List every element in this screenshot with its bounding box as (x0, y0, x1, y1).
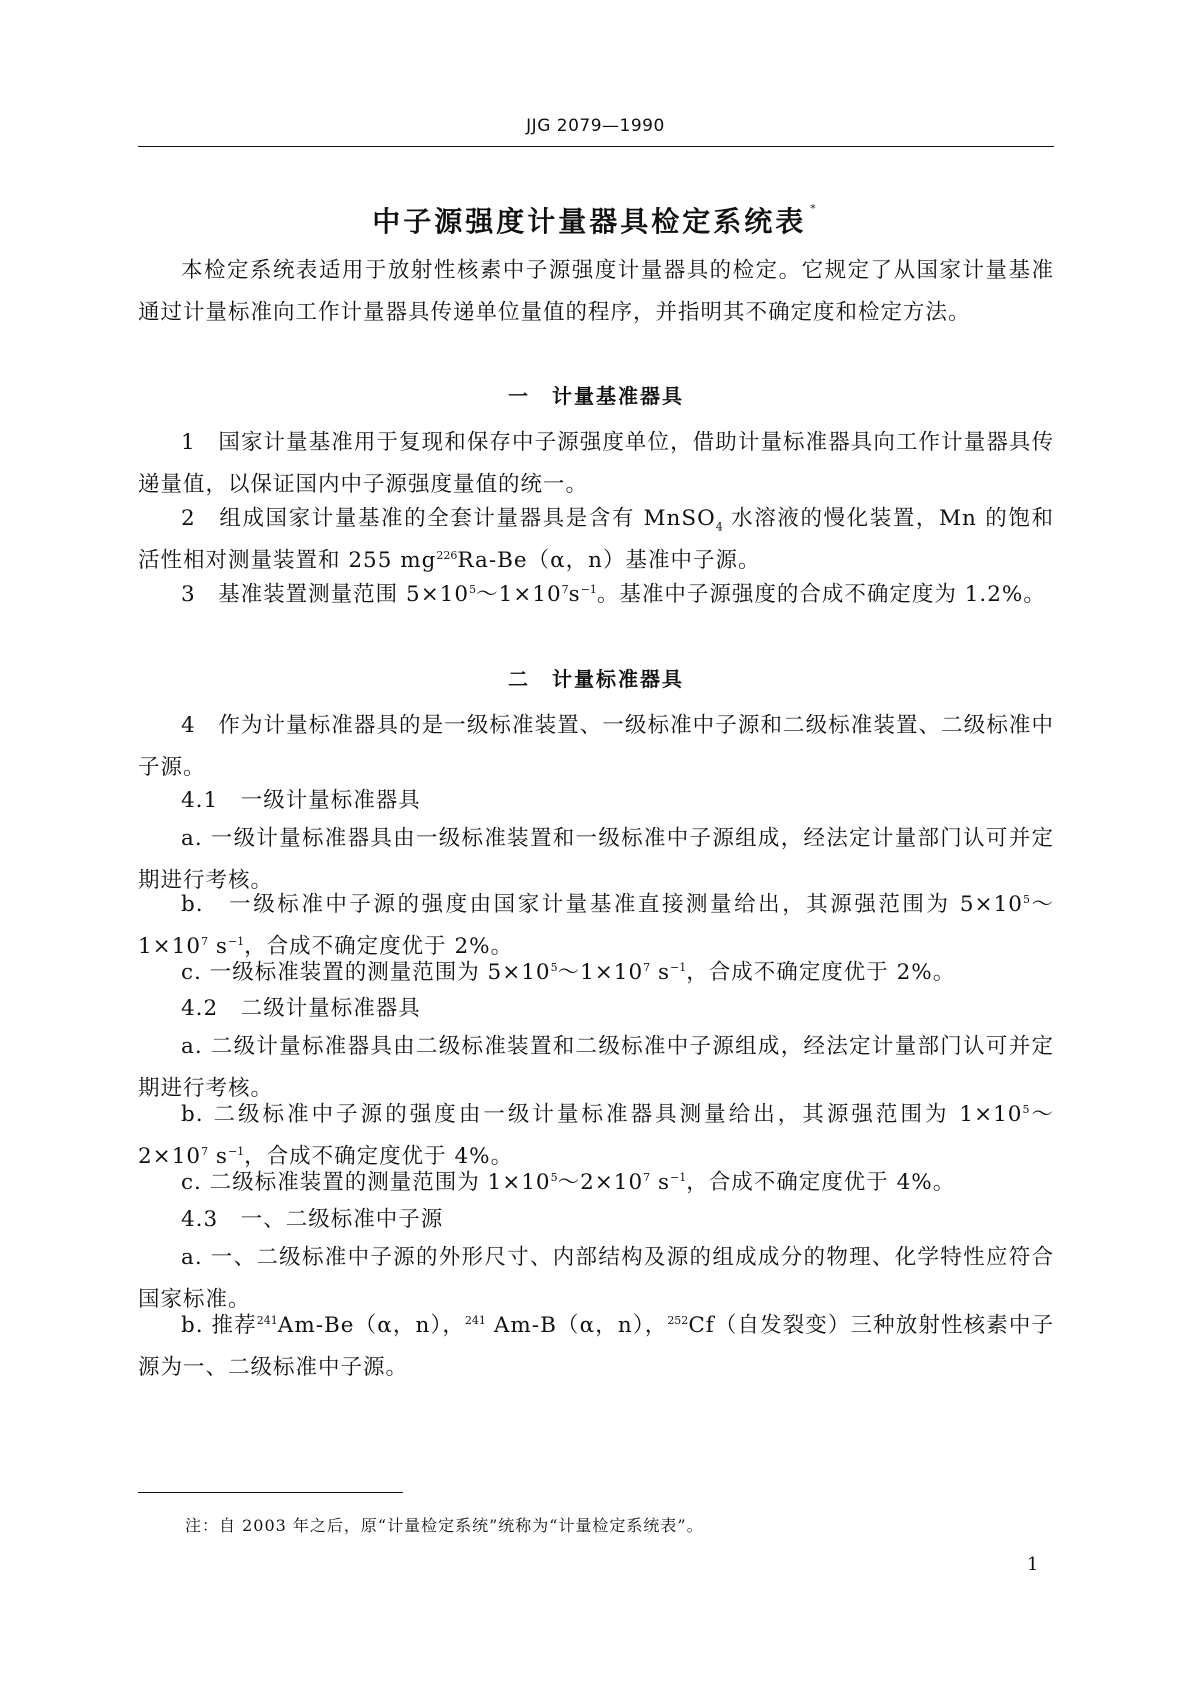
header-divider (138, 146, 1054, 147)
document-title (0, 200, 1191, 240)
page-header: JJG 2079—1990 (526, 116, 665, 136)
title-footnote-mark: * (810, 202, 819, 215)
subsection-4-3-heading: 4.3 一、二级标准中子源 (181, 1207, 444, 1232)
clause-3: 3 基准装置测量范围 $5\times 10^5\sim 1\times 10^7s^{-1}$。基准中子源强度的合成不确定度为 1.2%。 (181, 582, 1046, 607)
title-text: 中子源强度计量器具检定系统表 (372, 205, 807, 238)
clause-1: 1 国家计量基准用于复现和保存中子源强度单位，借助计量标准器具向工作计量器具传递量值，以保证国内中子源强度量值的统一。 (138, 430, 1054, 497)
page-number: 1 (1027, 1554, 1039, 1575)
clause-4-3-b: b. 推荐$^{241}$Am-Be（α，n），$^{241}$ Am-B（α，n），$^{252}$Cf（自发裂变）三种放射性核素中子源为一、二级标准中子源。 (138, 1313, 1054, 1380)
clause-2: 2 组成国家计量基准的全套计量器具是含有 MnSO$_4$ 水溶液的慢化装置，Mn 的饱和活性相对测量装置和 255 $mg^{226}Ra-Be(\alpha$，n）基准中子源。 (138, 506, 1055, 573)
section-heading-1: 一 计量基准器具 (508, 384, 684, 408)
clause-4-1-c: c. 一级标准装置的测量范围为 $5\times 10^5\sim 1\times 10^7$ $s^{-1}$，合成不确定度优于 2%。 (181, 960, 956, 985)
subsection-4-2-heading: 4.2 二级计量标准器具 (181, 996, 421, 1021)
clause-4-2-b: b. 二级标准中子源的强度由一级计量标准器具测量给出，其源强范围为 $1\times 10^5\sim 2\times 10^7$ $s^{-1}$，合成不确定度优于 4%。 (138, 1102, 1054, 1169)
footnote: 注：自 2003 年之后，原“计量检定系统”统称为“计量检定系统表”。 (185, 1516, 704, 1535)
clause-4-1-a: a. 一级计量标准器具由一级标准装置和一级标准中子源组成，经法定计量部门认可并定期进行考核。 (138, 826, 1054, 893)
clause-4-1-b: b. 一级标准中子源的强度由国家计量基准直接测量给出，其源强范围为 $5\times 10^5\sim 1\times 10^7$ $s^{-1}$，合成不确定度优于 2%。 (138, 892, 1054, 959)
clause-4: 4 作为计量标准器具的是一级标准装置、一级标准中子源和二级标准装置、二级标准中子源。 (138, 713, 1054, 780)
clause-4-2-a: a. 二级计量标准器具由二级标准装置和二级标准中子源组成，经法定计量部门认可并定期进行考核。 (138, 1034, 1054, 1101)
intro-paragraph: 本检定系统表适用于放射性核素中子源强度计量器具的检定。它规定了从国家计量基准通过计量标准向工作计量器具传递单位量值的程序，并指明其不确定度和检定方法。 (138, 258, 1054, 325)
footnote-divider (138, 1492, 403, 1493)
clause-4-2-c: c. 二级标准装置的测量范围为 $1\times 10^5\sim 2\times 10^7$ $s^{-1}$，合成不确定度优于 4%。 (181, 1170, 956, 1195)
section-heading-2: 二 计量标准器具 (508, 667, 684, 691)
subsection-4-1-heading: 4.1 一级计量标准器具 (181, 788, 421, 813)
clause-4-3-a: a. 一、二级标准中子源的外形尺寸、内部结构及源的组成成分的物理、化学特性应符合国家标准。 (138, 1245, 1054, 1312)
